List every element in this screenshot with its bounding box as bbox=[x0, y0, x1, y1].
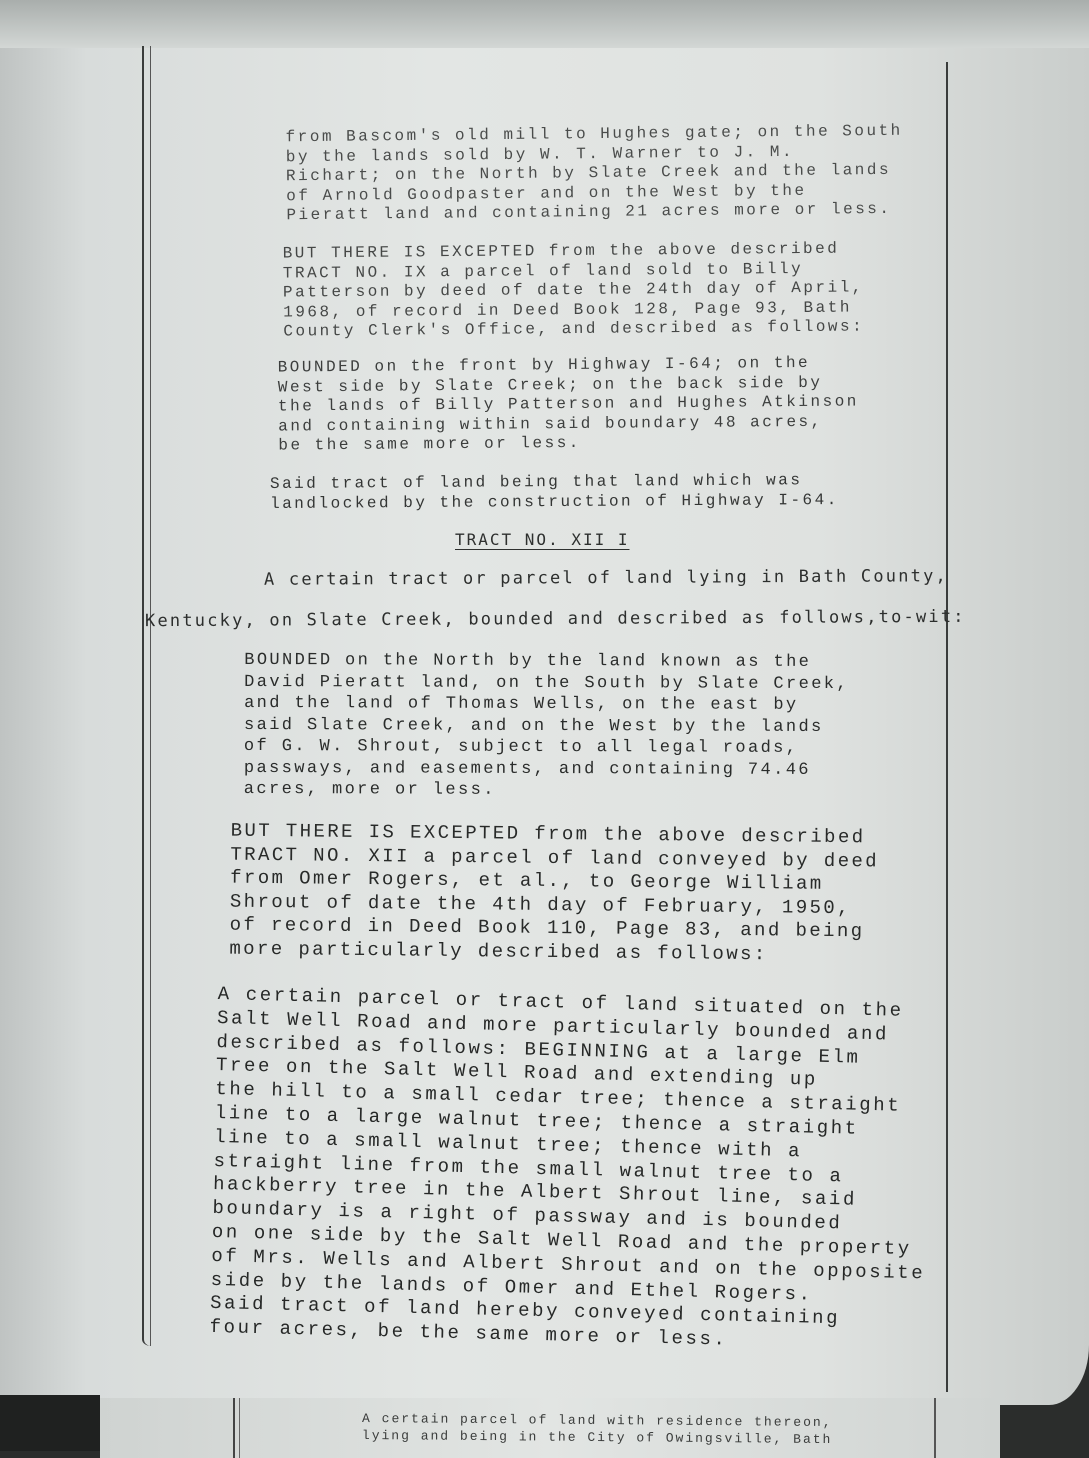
tract-intro-line-1: A certain tract or parcel of land lying in Bath County, bbox=[263, 566, 948, 590]
tract-heading: TRACT NO. XII I bbox=[455, 530, 630, 549]
paragraph-landlocked: Said tract of land being that land which was landlocked by the construction of Highway I-64. bbox=[269, 471, 839, 513]
paragraph-bounded-highway: BOUNDED on the front by Highway I-64; on the West side by Slate Creek; on the back side by the lands of Billy Patterson and Hughes Atkinson and containing within said boundary 48 acres, be the same more or less. bbox=[277, 353, 859, 455]
next-page bbox=[100, 1398, 1000, 1458]
paragraph-exception-tract-xii: BUT THERE IS EXCEPTED from the above described TRACT NO. XII a parcel of land conveyed by deed from Omer Rogers, et al., to George William Shrout of date the 4th day of February, 1950, of record in Deed Book 110, Page 83, and being more particularly described as follows: bbox=[229, 819, 880, 965]
paragraph-bascom-mill: from Bascom's old mill to Hughes gate; on the South by the lands sold by W. T. Warner to J. M. Richart; on the North by Slate Creek and the lands of Arnold Goodpaster and on the West by the Pieratt land and containing 21 acres more or less. bbox=[285, 121, 903, 225]
next-page-right-rule bbox=[932, 1398, 936, 1458]
paragraph-salt-well-road: A certain parcel or tract of land situated on the Salt Well Road and more particularly bounded and described as follows: BEGINNING at a large Elm Tree on the Salt Well Road and extending up the hill to a small cedar tree; thence a straight line to a large walnut tree; thence a straight line to a small walnut tree; thence with a straight line from the small walnut tree to a hackberry tree in the Albert Shrout line, said boundary is a right of passway and is bounded on one side by the Salt Well Road and the property of Mrs. Wells and Albert Shrout and on the opposite side by the lands of Omer and Ethel Rogers. Said tract of land hereby conveyed containing four acres, be the same more or less. bbox=[209, 983, 926, 1351]
scanner-bed bbox=[0, 1395, 100, 1451]
paragraph-exception-tract-ix: BUT THERE IS EXCEPTED from the above described TRACT NO. IX a parcel of land sold to Billy Patterson by deed of date the 24th day of April, 1968, of record in Deed Book 128, Page 93, Bath County Clerk's Office, and described as follows: bbox=[282, 239, 865, 341]
tract-intro-line-2: Kentucky, on Slate Creek, bounded and described as follows,to-wit: bbox=[144, 606, 966, 632]
paragraph-bounded-north: BOUNDED on the North by the land known as the David Pieratt land, on the South by Slate Creek, and the land of Thomas Wells, on the east by said Slate Creek, and on the West by the lands of G. W. Shrout, subject to all legal roads, passways, and easements, and containing 74.46 acres, more or less. bbox=[243, 650, 850, 800]
left-margin-rule bbox=[142, 46, 151, 1346]
page-top-fold bbox=[0, 0, 1089, 48]
next-page-text: A certain parcel of land with residence thereon, lying and being in the City of Owingsville, Bath bbox=[361, 1410, 833, 1448]
right-margin-rule bbox=[940, 62, 948, 1392]
next-page-left-rule bbox=[233, 1398, 240, 1458]
